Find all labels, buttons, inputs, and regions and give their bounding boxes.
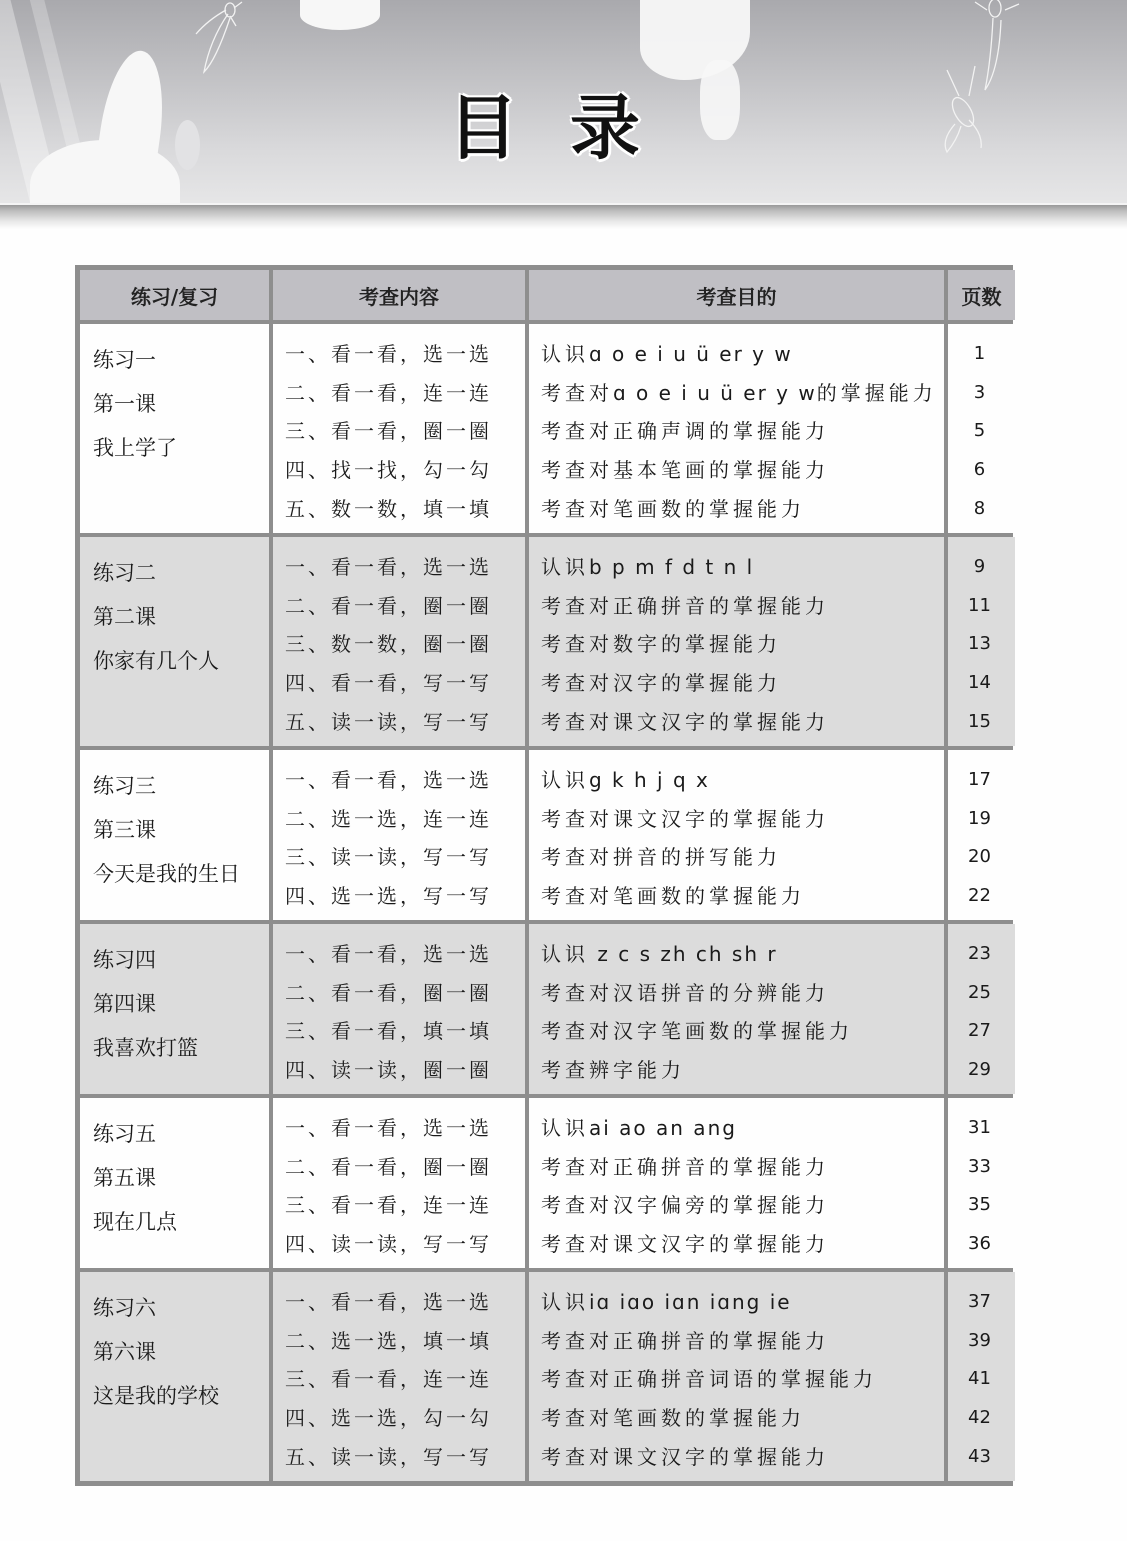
- page-number: 43: [968, 1445, 991, 1467]
- goal-item: [541, 935, 944, 974]
- goal-text: 考查对正确声调的掌握能力: [541, 419, 829, 444]
- decorative-shape: [300, 0, 380, 30]
- content-item: 一、看一看，选一选: [285, 342, 492, 366]
- lesson-number: 第六课: [93, 1340, 156, 1364]
- content-cell: [273, 1272, 525, 1481]
- content-item: 四、找一找，勾一勾: [285, 458, 492, 483]
- goal-text: 考查对汉字的掌握能力: [541, 671, 781, 696]
- page-cell: [948, 537, 1015, 746]
- content-item: 一、看一看，选一选: [285, 768, 492, 792]
- content-item: 五、读一读，写一写: [285, 1444, 492, 1469]
- goal-item: [541, 1148, 944, 1187]
- content-item: 三、读一读，写一写: [285, 845, 492, 870]
- goal-item: [541, 1399, 944, 1438]
- goal-text: 考查对: [541, 380, 613, 405]
- goal-item: [541, 412, 944, 451]
- goal-item: [541, 490, 944, 529]
- goal-item: [541, 761, 944, 800]
- decorative-leaf-shape: [700, 60, 740, 140]
- title-char: 目: [448, 87, 518, 169]
- dragonfly-icon: [190, 0, 270, 80]
- content-item: 三、看一看，连一连: [285, 1367, 492, 1392]
- goal-text: 考查对正确拼音的掌握能力: [541, 1328, 829, 1353]
- goal-text: 考查对数字的掌握能力: [541, 632, 781, 657]
- page-number: 9: [973, 556, 986, 577]
- goal-item: [541, 877, 944, 916]
- exercise-label: 练习三: [93, 774, 156, 798]
- content-item: 二、看一看，连一连: [285, 380, 492, 405]
- table-body: [80, 324, 1008, 1481]
- title-char: 录: [570, 87, 640, 169]
- goal-item: [541, 587, 944, 626]
- decorative-dot-shape: [175, 120, 200, 170]
- page-number: 35: [968, 1194, 991, 1216]
- goal-text: 认识: [541, 1116, 589, 1140]
- goal-item: [541, 625, 944, 664]
- lesson-number: 第三课: [93, 818, 156, 842]
- goal-text: 考查对正确拼音词语的掌握能力: [541, 1367, 877, 1392]
- content-cell: [273, 324, 525, 533]
- content-cell: [273, 924, 525, 1094]
- goal-item: [541, 374, 944, 413]
- page-number: 41: [968, 1368, 991, 1390]
- header-lesson: 练习/复习: [80, 270, 269, 320]
- goal-text: 考查对笔画数的掌握能力: [541, 1406, 805, 1431]
- goal-item: [541, 800, 944, 839]
- content-cell: [273, 1098, 525, 1268]
- page-number: 14: [968, 672, 991, 694]
- exercise-label: 练习二: [93, 561, 156, 585]
- lesson-title: 现在几点: [93, 1210, 177, 1234]
- goal-pinyin: b p m f d t n l: [589, 555, 755, 579]
- content-item: 二、看一看，圈一圈: [285, 593, 492, 618]
- banner-divider: [0, 203, 1127, 229]
- page-number: 22: [968, 885, 991, 907]
- page-number: 31: [968, 1117, 991, 1138]
- goal-text: 考查对拼音的拼写能力: [541, 845, 781, 870]
- goal-item: [541, 548, 944, 587]
- goal-text: 考查对基本笔画的掌握能力: [541, 458, 829, 483]
- goal-item: [541, 451, 944, 490]
- table-group-row: [80, 537, 1008, 746]
- lesson-number: 第一课: [93, 392, 156, 416]
- page-number: 27: [968, 1020, 991, 1042]
- goal-text: 考查对笔画数的掌握能力: [541, 496, 805, 521]
- content-item: 四、选一选，勾一勾: [285, 1406, 492, 1431]
- page-number: 33: [968, 1155, 991, 1177]
- goal-text: 考查对课文汉字的掌握能力: [541, 1232, 829, 1257]
- exercise-label: 练习四: [93, 948, 156, 972]
- page-cell: [948, 1272, 1015, 1481]
- table-group-row: [80, 324, 1008, 533]
- page-number: 29: [968, 1059, 991, 1081]
- page-number: 5: [973, 420, 986, 442]
- content-item: 四、选一选，写一写: [285, 884, 492, 909]
- content-item: 三、看一看，圈一圈: [285, 419, 492, 444]
- page-number: 19: [968, 807, 991, 829]
- goal-text: 认识: [541, 555, 589, 579]
- goal-item: [541, 1438, 944, 1477]
- content-item: 一、看一看，选一选: [285, 555, 492, 579]
- content-item: 四、看一看，写一写: [285, 671, 492, 696]
- table-group-row: [80, 750, 1008, 920]
- lesson-title: 今天是我的生日: [93, 862, 240, 886]
- goal-text: 考查对汉字偏旁的掌握能力: [541, 1193, 829, 1218]
- goal-text: 考查辨字能力: [541, 1058, 685, 1083]
- page-number: 17: [968, 769, 991, 790]
- goal-item: [541, 1283, 944, 1322]
- page-number: 15: [968, 710, 991, 732]
- lesson-title: 我上学了: [93, 436, 177, 460]
- goal-item: [541, 1225, 944, 1264]
- goal-text: 考查对汉语拼音的分辨能力: [541, 980, 829, 1005]
- lesson-cell: [80, 1098, 269, 1268]
- goal-pinyin: z c s zh ch sh r: [589, 942, 778, 966]
- content-item: 三、数一数，圈一圈: [285, 632, 492, 657]
- goal-suffix: 的掌握能力: [816, 380, 937, 405]
- goal-item: [541, 664, 944, 703]
- content-cell: [273, 537, 525, 746]
- lesson-cell: [80, 750, 269, 920]
- lesson-cell: [80, 924, 269, 1094]
- page-number: 3: [973, 381, 986, 403]
- content-item: 五、读一读，写一写: [285, 709, 492, 734]
- content-item: 一、看一看，选一选: [285, 1116, 492, 1140]
- goal-item: [541, 1322, 944, 1361]
- exercise-label: 练习六: [93, 1296, 156, 1320]
- page-number: 13: [968, 633, 991, 655]
- goal-text: 考查对正确拼音的掌握能力: [541, 1154, 829, 1179]
- page-number: 37: [968, 1291, 991, 1312]
- goal-item: [541, 1360, 944, 1399]
- goal-cell: [529, 924, 944, 1094]
- goal-item: [541, 703, 944, 742]
- page-cell: [948, 924, 1015, 1094]
- exercise-label: 练习五: [93, 1122, 156, 1146]
- content-item: 二、看一看，圈一圈: [285, 1154, 492, 1179]
- page-number: 6: [973, 459, 986, 481]
- goal-text: 考查对笔画数的掌握能力: [541, 884, 805, 909]
- goal-item: [541, 838, 944, 877]
- goal-cell: [529, 1098, 944, 1268]
- table-group-row: [80, 924, 1008, 1094]
- goal-text: 考查对正确拼音的掌握能力: [541, 593, 829, 618]
- content-item: 二、选一选，填一填: [285, 1328, 492, 1353]
- page-number: 8: [973, 497, 986, 519]
- goal-text: 考查对汉字笔画数的掌握能力: [541, 1019, 853, 1044]
- lesson-title: 这是我的学校: [93, 1384, 219, 1408]
- goal-pinyin: ai ao an ang: [589, 1116, 737, 1140]
- content-item: 一、看一看，选一选: [285, 1290, 492, 1314]
- header-banner: [0, 0, 1127, 203]
- content-item: 四、读一读，写一写: [285, 1232, 492, 1257]
- page-number: 36: [968, 1233, 991, 1255]
- content-item: 三、看一看，连一连: [285, 1193, 492, 1218]
- content-item: 一、看一看，选一选: [285, 942, 492, 966]
- goal-cell: [529, 1272, 944, 1481]
- goal-pinyin: g k h j q x: [589, 768, 710, 792]
- goal-text: 考查对课文汉字的掌握能力: [541, 709, 829, 734]
- table-header-row: [80, 270, 1008, 320]
- page-cell: [948, 750, 1015, 920]
- goal-cell: [529, 324, 944, 533]
- page-cell: [948, 1098, 1015, 1268]
- content-item: 四、读一读，圈一圈: [285, 1058, 492, 1083]
- page-cell: [948, 324, 1015, 533]
- table-group-row: [80, 1272, 1008, 1481]
- goal-text: 认识: [541, 342, 589, 366]
- page-number: 42: [968, 1407, 991, 1429]
- lesson-title: 我喜欢打篮: [93, 1036, 198, 1060]
- goal-cell: [529, 750, 944, 920]
- page-number: 23: [968, 943, 991, 964]
- dragonfly-icon: [935, 0, 1025, 160]
- lesson-cell: [80, 1272, 269, 1481]
- goal-text: 考查对课文汉字的掌握能力: [541, 1444, 829, 1469]
- goal-pinyin: ɑ o e i u ü er y w: [589, 342, 793, 366]
- page-number: 1: [973, 343, 986, 364]
- page-title: [448, 88, 640, 168]
- goal-text: 认识: [541, 1290, 589, 1314]
- goal-item: [541, 1186, 944, 1225]
- goal-pinyin: iɑ iɑo iɑn iɑng ie: [589, 1290, 792, 1314]
- goal-pinyin: ɑ o e i u ü er y w: [613, 380, 817, 405]
- goal-item: [541, 1051, 944, 1090]
- goal-item: [541, 1012, 944, 1051]
- lesson-number: 第五课: [93, 1166, 156, 1190]
- contents-table: [75, 265, 1013, 1486]
- header-content: 考查内容: [273, 270, 525, 320]
- content-item: 五、数一数，填一填: [285, 496, 492, 521]
- page-number: 39: [968, 1329, 991, 1351]
- goal-text: 考查对课文汉字的掌握能力: [541, 806, 829, 831]
- lesson-cell: [80, 324, 269, 533]
- exercise-label: 练习一: [93, 348, 156, 372]
- content-cell: [273, 750, 525, 920]
- goal-item: [541, 1109, 944, 1148]
- goal-item: [541, 974, 944, 1013]
- header-page: 页数: [948, 270, 1015, 320]
- goal-text: 认识: [541, 768, 589, 792]
- goal-text: 认识: [541, 942, 589, 966]
- content-item: 三、看一看，填一填: [285, 1019, 492, 1044]
- page-number: 11: [968, 594, 991, 616]
- page-number: 25: [968, 981, 991, 1003]
- table-group-row: [80, 1098, 1008, 1268]
- lesson-title: 你家有几个人: [93, 649, 219, 673]
- content-item: 二、看一看，圈一圈: [285, 980, 492, 1005]
- lesson-number: 第二课: [93, 605, 156, 629]
- content-item: 二、选一选，连一连: [285, 806, 492, 831]
- header-goal: 考查目的: [529, 270, 944, 320]
- lesson-number: 第四课: [93, 992, 156, 1016]
- goal-item: [541, 335, 944, 374]
- goal-cell: [529, 537, 944, 746]
- page-number: 20: [968, 846, 991, 868]
- lesson-cell: [80, 537, 269, 746]
